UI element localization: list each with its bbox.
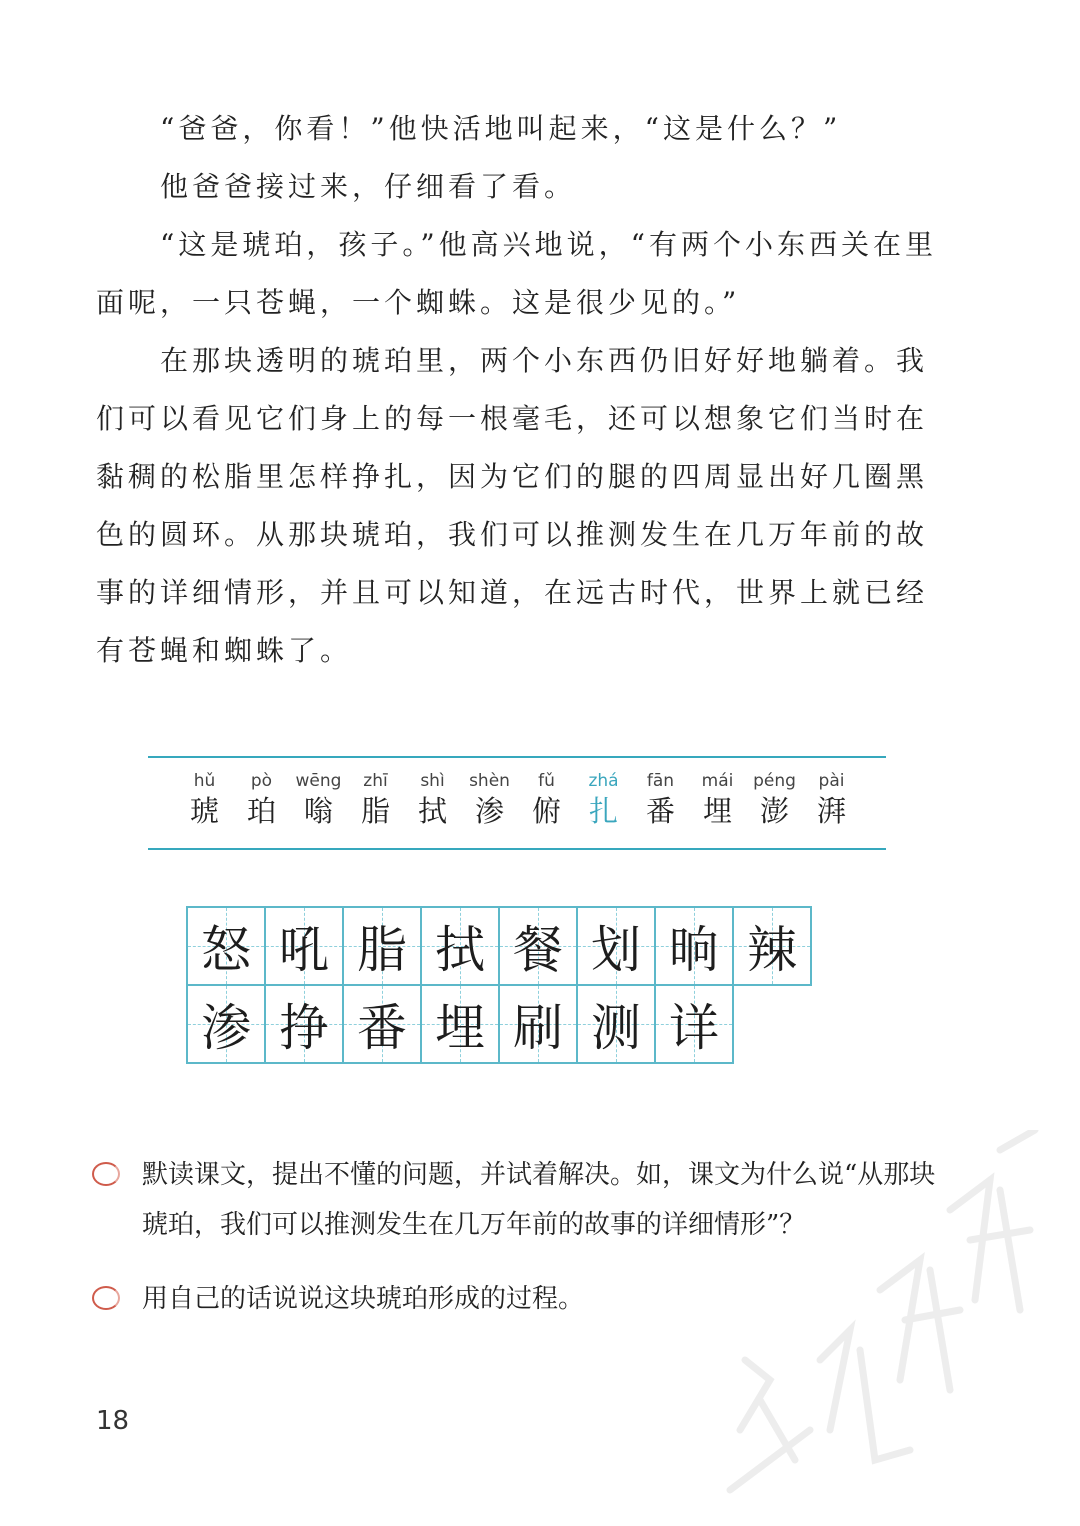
pinyin-label: shèn bbox=[469, 771, 510, 791]
writing-cell bbox=[576, 906, 656, 986]
writing-cell bbox=[342, 906, 422, 986]
pinyin-character: 扎 bbox=[588, 794, 618, 828]
pinyin-word-list bbox=[148, 756, 886, 850]
writing-cell bbox=[342, 984, 422, 1064]
pinyin-word bbox=[233, 770, 290, 830]
pinyin-character: 番 bbox=[645, 794, 675, 828]
story-paragraph: 他爸爸接过来，仔细看了看。 bbox=[160, 170, 577, 203]
writing-character: 吼 bbox=[279, 921, 329, 979]
writing-cell bbox=[186, 984, 266, 1064]
pinyin-word bbox=[290, 770, 347, 830]
pinyin-label: pò bbox=[250, 771, 273, 791]
writing-character: 餐 bbox=[513, 921, 563, 979]
writing-character: 怒 bbox=[201, 921, 251, 979]
pinyin-character: 拭 bbox=[417, 794, 447, 828]
story-paragraph: “这是琥珀，孩子。”他高兴地说，“有两个小东西关在里面呢，一只苍蝇，一个蜘蛛。这是很少见的。” bbox=[96, 228, 937, 319]
writing-character: 脂 bbox=[357, 921, 407, 979]
writing-character: 详 bbox=[669, 999, 719, 1057]
pinyin-character: 埋 bbox=[702, 794, 732, 828]
pinyin-label: zhá bbox=[588, 771, 619, 791]
pinyin-label: mái bbox=[701, 771, 734, 791]
story-text bbox=[96, 100, 946, 680]
pinyin-character: 渗 bbox=[474, 794, 504, 828]
pinyin-word bbox=[689, 770, 746, 830]
pinyin-character: 澎 bbox=[759, 794, 789, 828]
pinyin-word bbox=[347, 770, 404, 830]
writing-character: 刷 bbox=[513, 999, 563, 1057]
pinyin-label: shì bbox=[420, 771, 445, 791]
writing-cell bbox=[498, 984, 578, 1064]
pinyin-word bbox=[575, 770, 632, 830]
story-paragraph: “爸爸，你看！”他快活地叫起来，“这是什么？” bbox=[160, 112, 842, 145]
pinyin-label: fǔ bbox=[538, 771, 555, 791]
circle-bullet-icon bbox=[92, 1162, 120, 1186]
writing-cell bbox=[732, 906, 812, 986]
pinyin-character: 琥 bbox=[189, 794, 219, 828]
pinyin-character: 嗡 bbox=[303, 794, 333, 828]
writing-cell bbox=[576, 984, 656, 1064]
pinyin-character: 俯 bbox=[531, 794, 561, 828]
writing-cell bbox=[654, 906, 734, 986]
writing-cell bbox=[654, 984, 734, 1064]
exercise-list bbox=[92, 1150, 952, 1348]
pinyin-label: wēng bbox=[295, 771, 342, 791]
exercise-item bbox=[92, 1274, 952, 1324]
writing-grid bbox=[186, 906, 810, 1062]
writing-grid-row bbox=[186, 984, 810, 1062]
pinyin-character: 脂 bbox=[360, 794, 390, 828]
writing-cell bbox=[420, 984, 500, 1064]
pinyin-label: fān bbox=[646, 771, 675, 791]
pinyin-word bbox=[746, 770, 803, 830]
pinyin-label: pài bbox=[818, 771, 845, 791]
story-paragraph: 在那块透明的琥珀里，两个小东西仍旧好好地躺着。我们可以看见它们身上的每一根毫毛，还可以想象它们当时在黏稠的松脂里怎样挣扎，因为它们的腿的四周显出好几圈黑色的圆环。从那块琥珀，我们可以推测发生在几万年前的故事的详细情形，并且可以知道，在远古时代，世界上就已经有苍蝇和蜘蛛了。 bbox=[96, 344, 929, 667]
exercise-item bbox=[92, 1150, 952, 1250]
writing-character: 划 bbox=[591, 921, 641, 979]
pinyin-word bbox=[461, 770, 518, 830]
pinyin-word bbox=[632, 770, 689, 830]
writing-character: 拭 bbox=[435, 921, 485, 979]
page-number: 18 bbox=[96, 1406, 130, 1436]
pinyin-word bbox=[176, 770, 233, 830]
exercise-text: 用自己的话说说这块琥珀形成的过程。 bbox=[142, 1284, 585, 1314]
writing-character: 番 bbox=[357, 999, 407, 1057]
writing-character: 埋 bbox=[435, 999, 485, 1057]
writing-grid-row bbox=[186, 906, 810, 984]
pinyin-label: zhī bbox=[363, 771, 388, 791]
writing-character: 测 bbox=[591, 999, 641, 1057]
pinyin-row bbox=[176, 770, 860, 830]
circle-bullet-icon bbox=[92, 1286, 120, 1310]
writing-character: 辣 bbox=[747, 921, 797, 979]
writing-cell bbox=[264, 984, 344, 1064]
writing-character: 渗 bbox=[201, 999, 251, 1057]
pinyin-label: hǔ bbox=[193, 771, 216, 791]
writing-cell bbox=[264, 906, 344, 986]
pinyin-word bbox=[518, 770, 575, 830]
pinyin-word bbox=[404, 770, 461, 830]
writing-character: 晌 bbox=[669, 921, 719, 979]
writing-cell bbox=[498, 906, 578, 986]
writing-cell bbox=[186, 906, 266, 986]
pinyin-character: 湃 bbox=[816, 794, 846, 828]
pinyin-word bbox=[803, 770, 860, 830]
writing-cell bbox=[420, 906, 500, 986]
writing-character: 挣 bbox=[279, 999, 329, 1057]
pinyin-character: 珀 bbox=[246, 794, 276, 828]
exercise-text: 默读课文，提出不懂的问题，并试着解决。如，课文为什么说“从那块琥珀，我们可以推测发生在几万年前的故事的详细情形”？ bbox=[142, 1160, 936, 1240]
pinyin-label: péng bbox=[753, 771, 796, 791]
